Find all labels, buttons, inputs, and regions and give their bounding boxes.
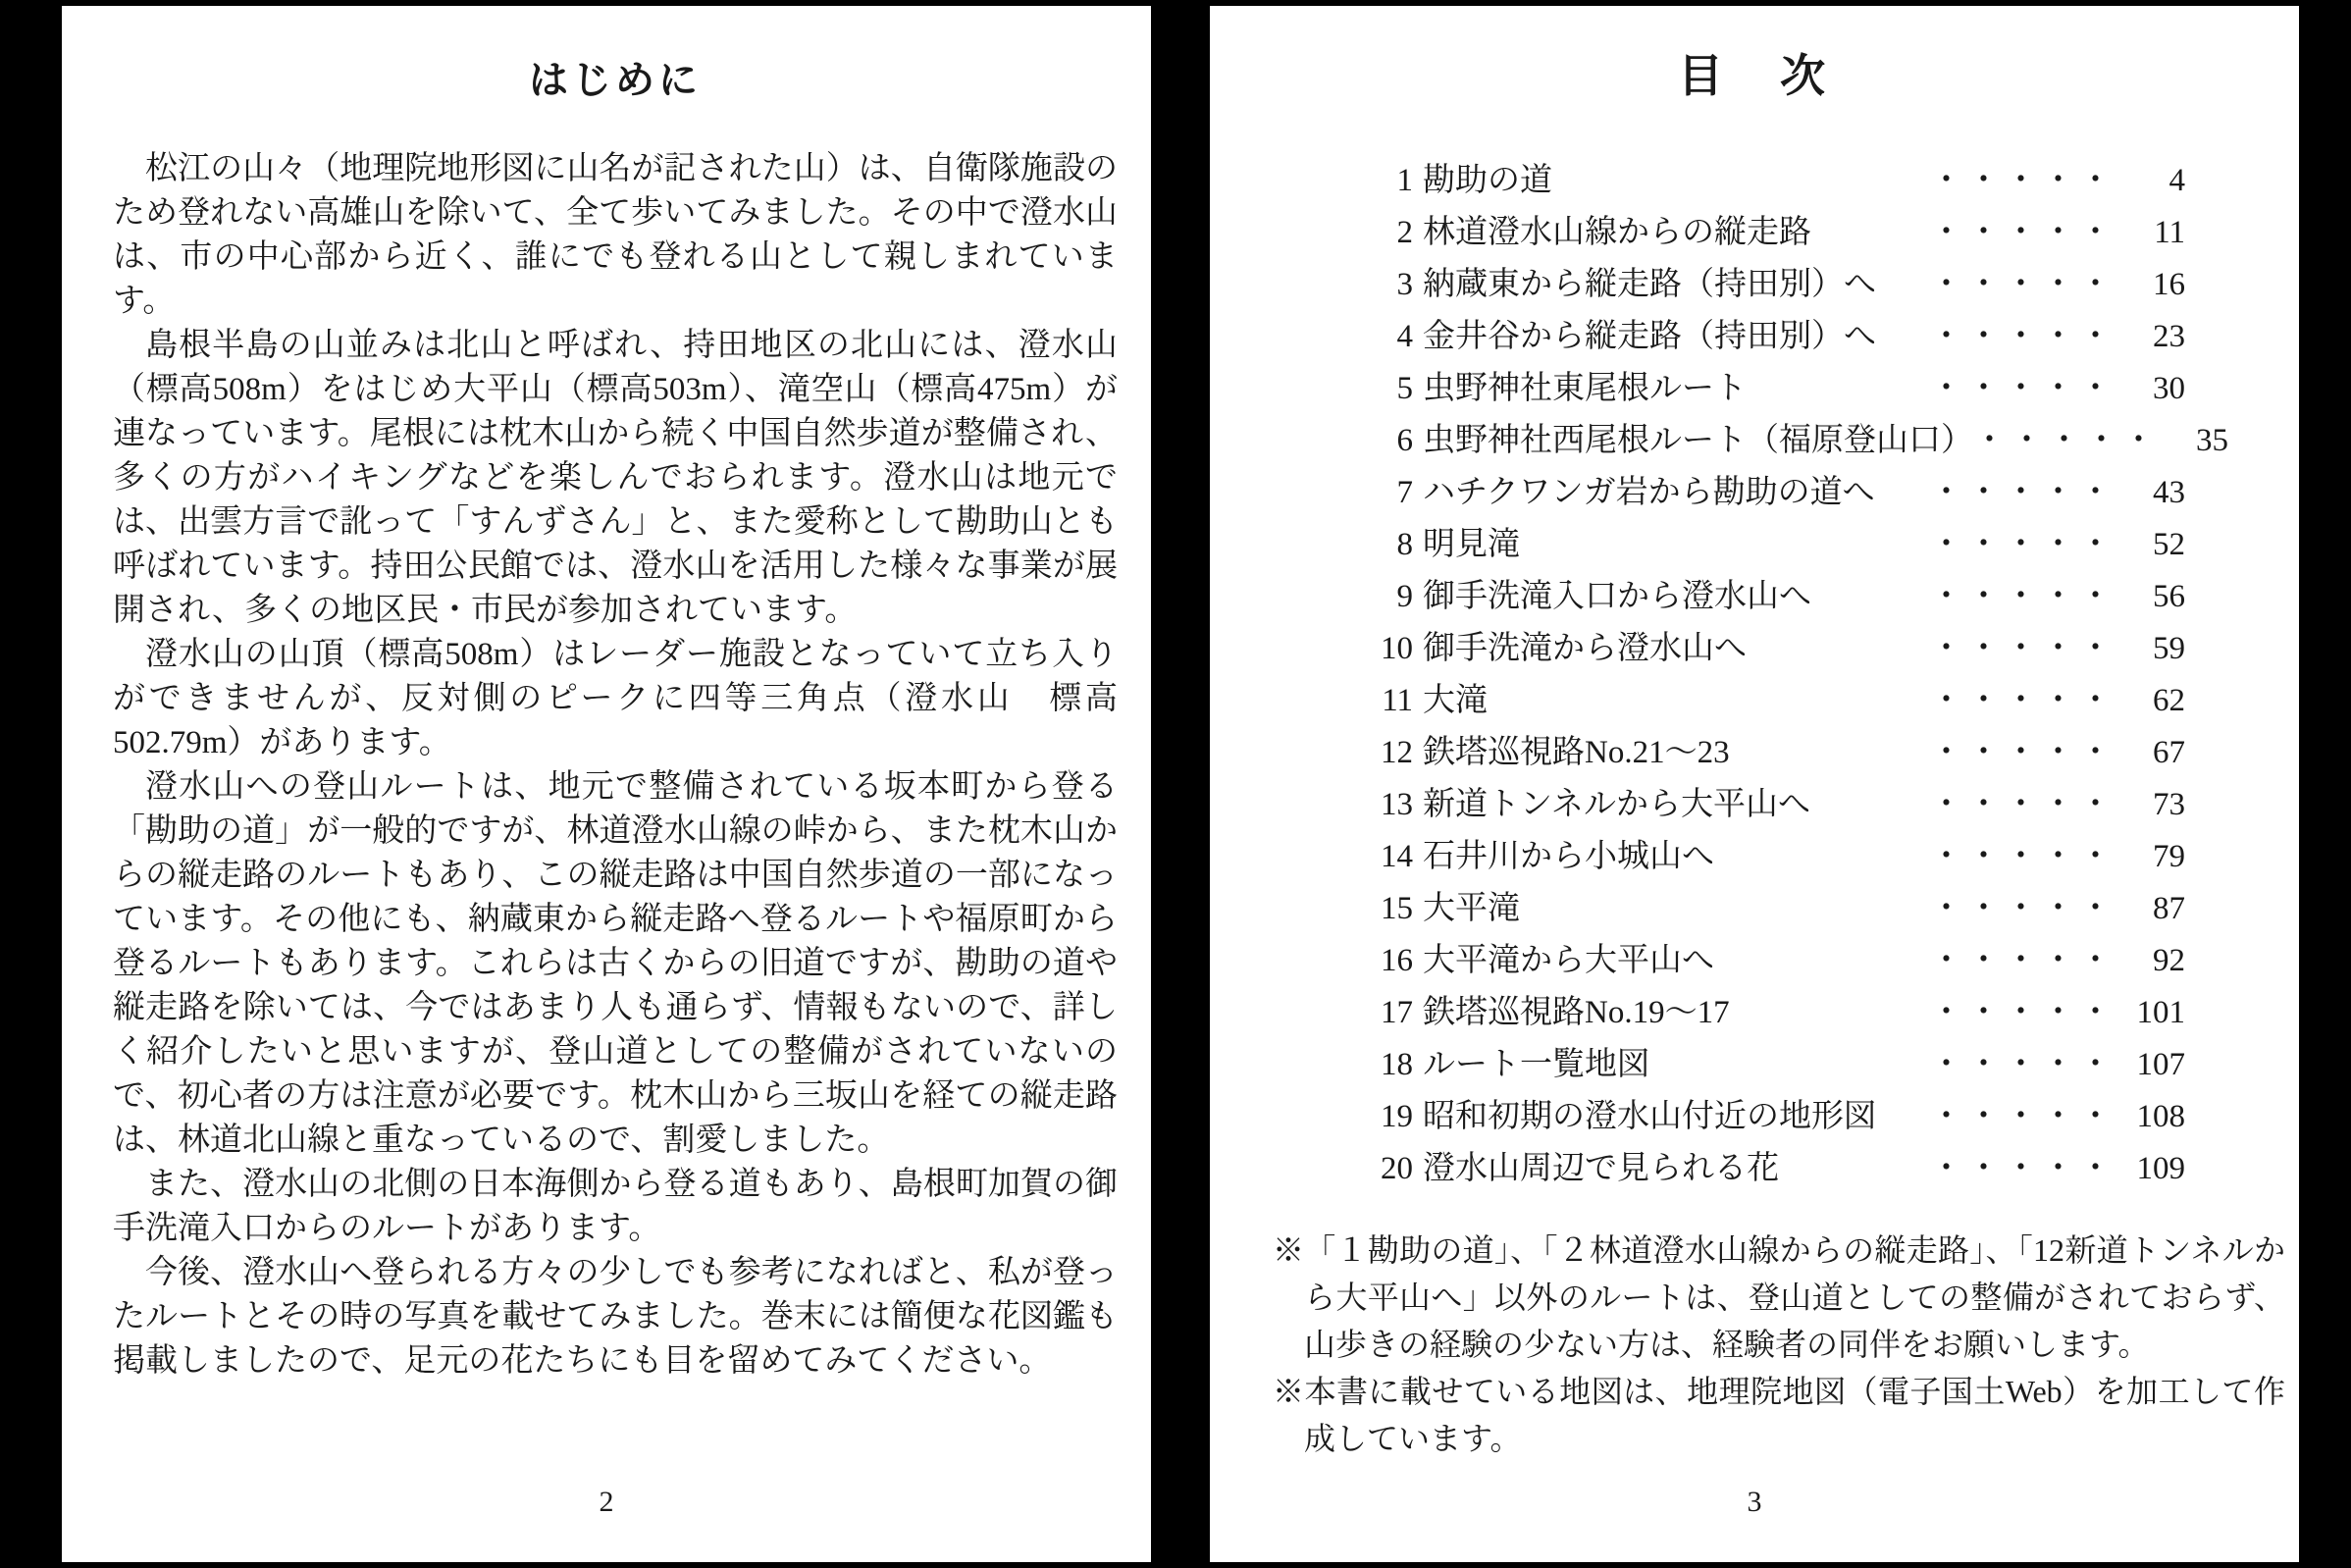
toc-notes <box>1210 1227 2299 1462</box>
toc-row <box>1210 883 2299 935</box>
toc-entry-title: 虫野神社東尾根ルート <box>1423 371 1747 406</box>
toc-entry-page: 67 <box>2153 735 2185 770</box>
toc-entry-number: 6 <box>1396 423 1413 458</box>
toc-row <box>1210 519 2299 571</box>
toc-entry-title: ルート一覧地図 <box>1423 1047 1649 1082</box>
toc-leader-dots: ・・・・・ <box>1930 943 2116 978</box>
toc-leader-dots: ・・・・・ <box>1930 371 2116 406</box>
toc-entry-title: 大平滝 <box>1423 891 1520 926</box>
toc-list <box>1210 155 2299 1195</box>
toc-leader-dots: ・・・・・ <box>1930 1151 2116 1186</box>
toc-title: 目 次 <box>1678 51 1831 101</box>
toc-entry-page: 109 <box>2136 1151 2185 1186</box>
toc-row <box>1210 987 2299 1039</box>
toc-entry-page: 23 <box>2153 319 2185 354</box>
toc-row <box>1210 1143 2299 1195</box>
toc-row <box>1210 467 2299 519</box>
toc-leader-dots: ・・・・・ <box>1930 579 2116 614</box>
intro-body <box>113 147 1118 1384</box>
toc-entry-number: 14 <box>1381 839 1413 874</box>
toc-entry-title: 虫野神社西尾根ルート（福原登山口） <box>1423 423 1973 458</box>
right-page-number: 3 <box>1747 1486 1762 1518</box>
toc-leader-dots: ・・・・・ <box>1930 839 2116 874</box>
intro-page-content <box>62 6 1151 1384</box>
toc-leader-dots: ・・・・・ <box>1930 475 2116 510</box>
toc-entry-number: 1 <box>1396 163 1413 198</box>
toc-entry-page: 79 <box>2153 839 2185 874</box>
toc-leader-dots: ・・・・・ <box>1930 735 2116 770</box>
toc-entry-number: 9 <box>1396 579 1413 614</box>
toc-entry-number: 11 <box>1382 683 1413 718</box>
intro-paragraph: 澄水山の山頂（標高508m）はレーダー施設となっていて立ち入りができませんが、反対側のピークに四等三角点（澄水山 標高502.79m）があります。 <box>113 637 1118 760</box>
toc-entry-page: 87 <box>2153 891 2185 926</box>
toc-row <box>1210 623 2299 675</box>
toc-leader-dots: ・・・・・ <box>1930 787 2116 822</box>
intro-page <box>62 6 1151 1562</box>
toc-entry-page: 16 <box>2153 267 2185 302</box>
intro-paragraph: 島根半島の山並みは北山と呼ばれ、持田地区の北山には、澄水山（標高508m）をはじめ大平山（標高503m）、滝空山（標高475m）が連なっています。尾根には枕木山から続く中国自然歩道が整備され、多くの方がハイキングなどを楽しんでおられます。澄水山は地元では、出雲方言で訛って「すんずさん」と、また愛称として勘助山とも呼ばれています。持田公民館では、澄水山を活用した様々な事業が展開され、多くの地区民・市民が参加されています。 <box>113 328 1118 628</box>
toc-row <box>1210 571 2299 623</box>
intro-paragraph: また、澄水山の北側の日本海側から登る道もあり、島根町加賀の御手洗滝入口からのルートがあります。 <box>113 1167 1119 1246</box>
toc-row <box>1210 1091 2299 1143</box>
toc-entry-number: 13 <box>1381 787 1413 822</box>
toc-row <box>1210 415 2299 467</box>
toc-entry-page: 35 <box>2196 423 2228 458</box>
toc-entry-page: 92 <box>2153 943 2185 978</box>
toc-entry-title: 明見滝 <box>1423 527 1520 562</box>
toc-entry-number: 7 <box>1396 475 1413 510</box>
toc-row <box>1210 311 2299 363</box>
toc-leader-dots: ・・・・・ <box>1930 163 2116 198</box>
toc-entry-page: 62 <box>2153 683 2185 718</box>
toc-leader-dots: ・・・・・ <box>1930 995 2116 1030</box>
toc-entry-number: 3 <box>1396 267 1413 302</box>
toc-leader-dots: ・・・・・ <box>1973 423 2160 458</box>
toc-entry-page: 107 <box>2136 1047 2185 1082</box>
toc-entry-page: 59 <box>2153 631 2185 666</box>
toc-leader-dots: ・・・・・ <box>1930 215 2116 250</box>
toc-entry-page: 30 <box>2153 371 2185 406</box>
toc-row <box>1210 207 2299 259</box>
toc-entry-title: 御手洗滝入口から澄水山へ <box>1423 579 1811 614</box>
toc-entry-number: 15 <box>1381 891 1413 926</box>
toc-row <box>1210 935 2299 987</box>
intro-paragraph: 澄水山への登山ルートは、地元で整備されている坂本町から登る「勘助の道」が一般的ですが、林道澄水山線の峠から、また枕木山からの縦走路のルートもあり、この縦走路は中国自然歩道の一部になっています。その他にも、納蔵東から縦走路へ登るルートや福原町から登るルートもあります。これらは古くからの旧道ですが、勘助の道や縦走路を除いては、今ではあまり人も通らず、情報もないので、詳しく紹介したいと思いますが、登山道としての整備がされていないので、初心者の方は注意が必要です。枕木山から三坂山を経ての縦走路は、林道北山線と重なっているので、割愛しました。 <box>113 769 1118 1158</box>
intro-paragraph: 今後、澄水山へ登られる方々の少しでも参考になればと、私が登ったルートとその時の写真を載せてみました。巻末には簡便な花図鑑も掲載しましたので、足元の花たちにも目を留めてみてください。 <box>113 1255 1118 1379</box>
toc-entry-page: 11 <box>2154 215 2185 250</box>
toc-entry-number: 5 <box>1396 371 1413 406</box>
toc-leader-dots: ・・・・・ <box>1930 683 2116 718</box>
toc-entry-number: 10 <box>1381 631 1413 666</box>
toc-entry-number: 18 <box>1381 1047 1413 1082</box>
toc-entry-number: 12 <box>1381 735 1413 770</box>
toc-entry-title: 御手洗滝から澄水山へ <box>1423 631 1747 666</box>
toc-entry-title: 大平滝から大平山へ <box>1423 943 1714 978</box>
toc-entry-title: 石井川から小城山へ <box>1423 839 1714 874</box>
toc-entry-page: 43 <box>2153 475 2185 510</box>
toc-entry-title: 大滝 <box>1423 683 1488 718</box>
intro-title: はじめに <box>529 58 702 102</box>
toc-entry-title: 昭和初期の澄水山付近の地形図 <box>1423 1099 1876 1134</box>
intro-paragraph: 松江の山々（地理院地形図に山名が記された山）は、自衛隊施設のため登れない高雄山を除いて、全て歩いてみました。その中で澄水山は、市の中心部から近く、誰にでも登れる山として親しまれています。 <box>113 151 1118 319</box>
toc-row <box>1210 727 2299 779</box>
toc-entry-page: 108 <box>2136 1099 2185 1134</box>
toc-row <box>1210 675 2299 727</box>
toc-entry-title: 鉄塔巡視路No.19〜17 <box>1423 995 1730 1030</box>
toc-page <box>1210 6 2299 1562</box>
toc-leader-dots: ・・・・・ <box>1930 319 2116 354</box>
toc-entry-title: 金井谷から縦走路（持田別）へ <box>1423 319 1876 354</box>
toc-entry-title: 鉄塔巡視路No.21〜23 <box>1423 735 1730 770</box>
toc-entry-page: 56 <box>2153 579 2185 614</box>
toc-leader-dots: ・・・・・ <box>1930 631 2116 666</box>
toc-entry-number: 16 <box>1381 943 1413 978</box>
toc-row <box>1210 259 2299 311</box>
toc-entry-number: 8 <box>1396 527 1413 562</box>
toc-leader-dots: ・・・・・ <box>1930 267 2116 302</box>
toc-leader-dots: ・・・・・ <box>1930 1047 2116 1082</box>
toc-row <box>1210 779 2299 831</box>
toc-entry-page: 73 <box>2153 787 2185 822</box>
toc-note: ※「１勘助の道」、「２林道澄水山線からの縦走路」、「12新道トンネルから大平山へ」以外のルートは、登山道としての整備がされておらず、山歩きの経験の少ない方は、経験者の同伴をお願いします。 <box>1273 1232 2285 1362</box>
toc-entry-title: 新道トンネルから大平山へ <box>1423 787 1811 822</box>
toc-entry-page: 101 <box>2136 995 2185 1030</box>
toc-entry-number: 4 <box>1396 319 1413 354</box>
toc-page-content <box>1210 6 2299 1462</box>
toc-note: ※本書に載せている地図は、地理院地図（電子国土Web）を加工して作成しています。 <box>1273 1374 2285 1456</box>
toc-entry-title: ハチクワンガ岩から勘助の道へ <box>1423 475 1875 510</box>
toc-entry-title: 澄水山周辺で見られる花 <box>1423 1151 1779 1186</box>
toc-entry-title: 納蔵東から縦走路（持田別）へ <box>1423 267 1876 302</box>
toc-entry-title: 林道澄水山線からの縦走路 <box>1423 215 1811 250</box>
toc-entry-number: 2 <box>1396 215 1413 250</box>
toc-row <box>1210 155 2299 207</box>
toc-entry-number: 20 <box>1381 1151 1413 1186</box>
toc-row <box>1210 1039 2299 1091</box>
toc-entry-page: 4 <box>2168 163 2185 198</box>
toc-entry-page: 52 <box>2153 527 2185 562</box>
toc-entry-number: 17 <box>1381 995 1413 1030</box>
toc-entry-number: 19 <box>1381 1099 1413 1134</box>
left-page-number: 2 <box>599 1486 614 1518</box>
toc-leader-dots: ・・・・・ <box>1930 1099 2116 1134</box>
toc-entry-title: 勘助の道 <box>1423 163 1552 198</box>
toc-row <box>1210 831 2299 883</box>
toc-leader-dots: ・・・・・ <box>1930 891 2116 926</box>
toc-row <box>1210 363 2299 415</box>
toc-leader-dots: ・・・・・ <box>1930 527 2116 562</box>
